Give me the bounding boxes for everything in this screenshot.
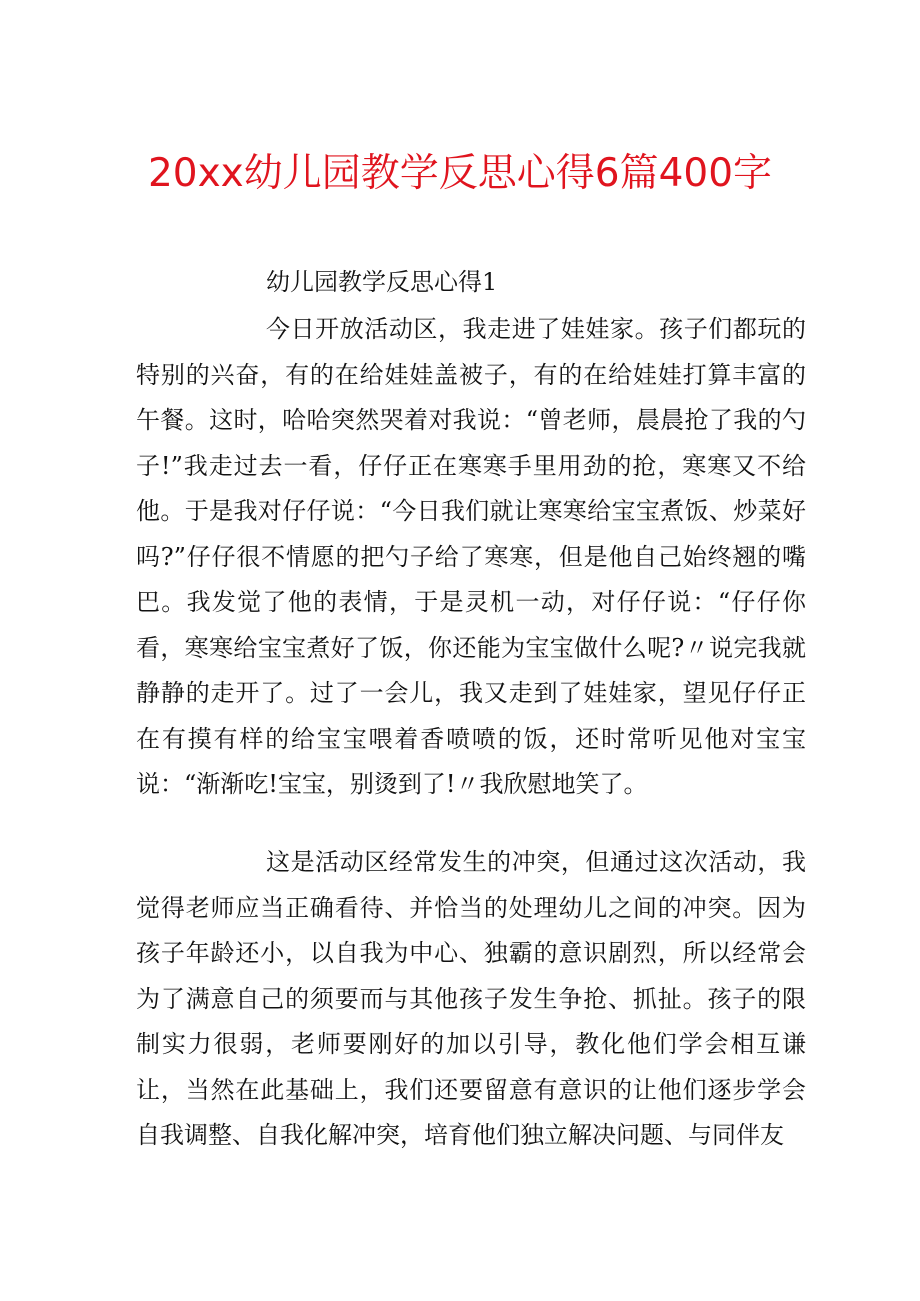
document-title: 20xx幼儿园教学反思心得6篇400字 xyxy=(147,151,773,196)
body-paragraph: 今日开放活动区，我走进了娃娃家。孩子们都玩的特别的兴奋，有的在给娃娃盖被子，有的在给娃娃打算丰富的午餐。这时，哈哈突然哭着对我说：“曾老师，晨晨抢了我的勺子!”我走过去一看，仔仔正在寒寒手里用劲的抢，寒寒又不给他。于是我对仔仔说：“今日我们就让寒寒给宝宝煮饭、炒菜好吗?”仔仔很不情愿的把勺子给了寒寒，但是他自己始终翘的嘴巴。我发觉了他的表情，于是灵机一动，对仔仔说：“仔仔你看，寒寒给宝宝煮好了饭，你还能为宝宝做什么呢?〃说完我就静静的走开了。过了一会儿，我又走到了娃娃家，望见仔仔正在有摸有样的给宝宝喂着香喷喷的饭，还时常听见他对宝宝说：“渐渐吃!宝宝，别烫到了!〃我欣慰地笑了。 xyxy=(136,315,806,798)
section-heading: 幼儿园教学反思心得1 xyxy=(266,268,498,296)
body-paragraph: 这是活动区经常发生的冲突，但通过这次活动，我觉得老师应当正确看待、并恰当的处理幼儿之间的冲突。因为孩子年龄还小，以自我为中心、独霸的意识剧烈，所以经常会为了满意自己的须要而与其他孩子发生争抢、抓扯。孩子的限制实力很弱，老师要刚好的加以引导，教化他们学会相互谦让，当然在此基础上，我们还要留意有意识的让他们逐步学会自我调整、自我化解冲突，培育他们独立解决问题、与同伴友 xyxy=(136,848,806,1149)
